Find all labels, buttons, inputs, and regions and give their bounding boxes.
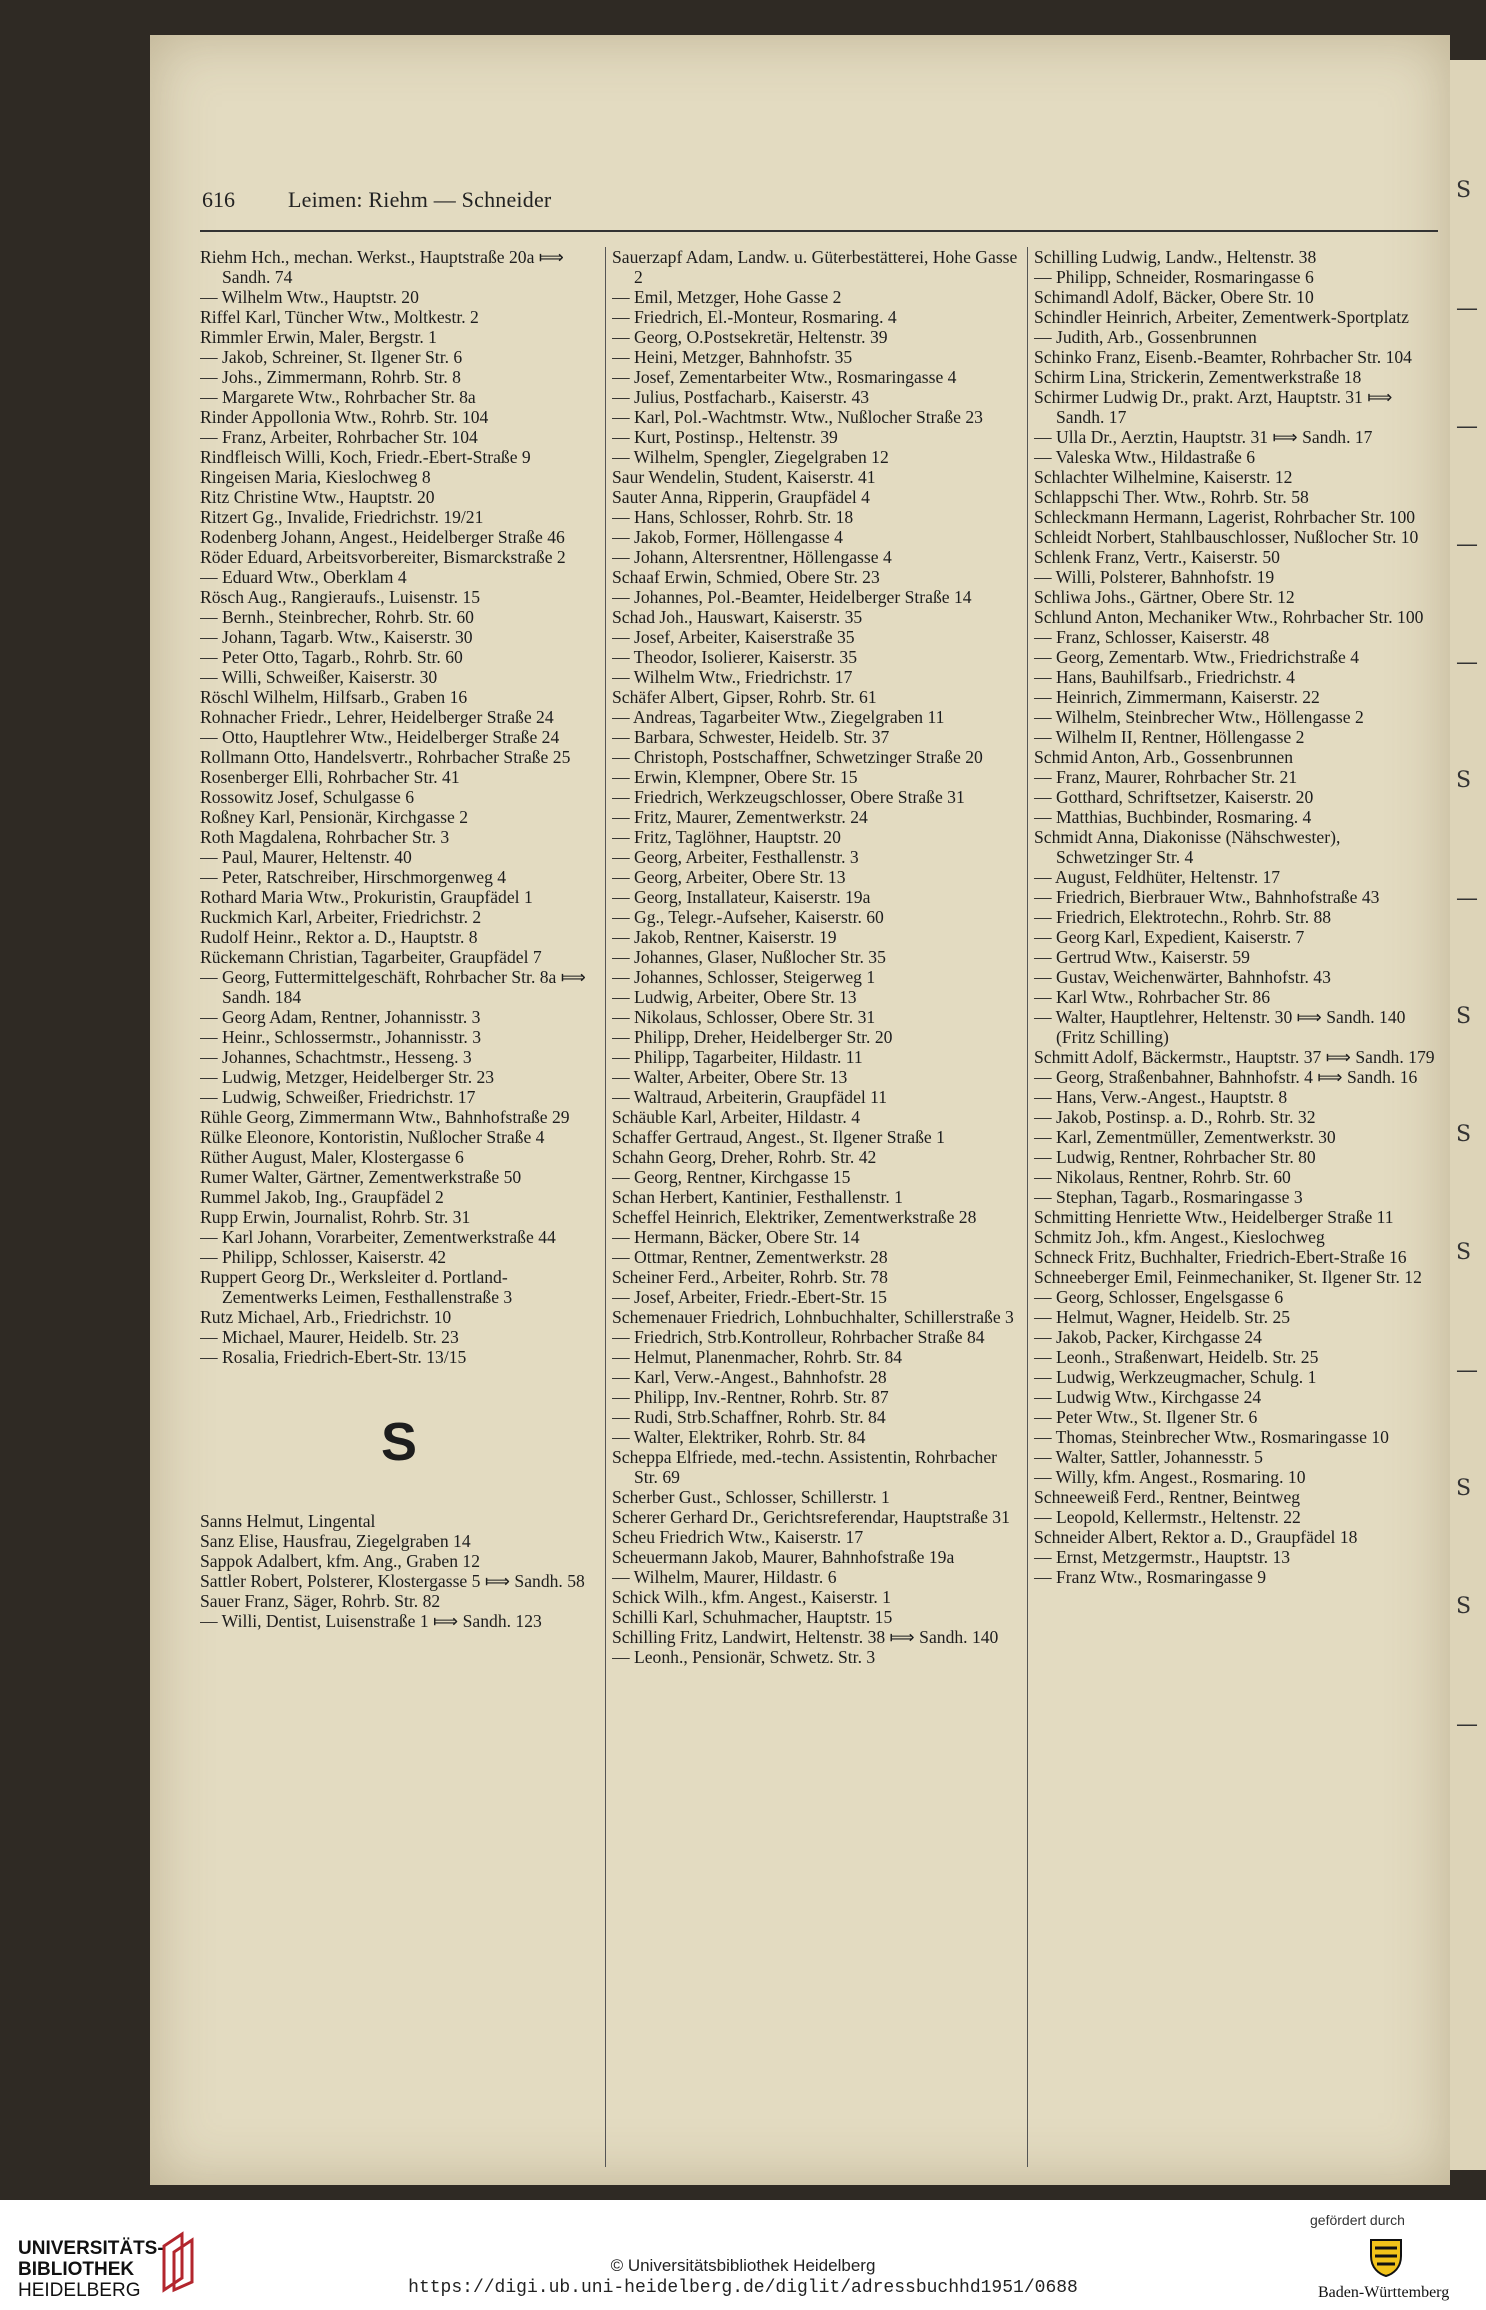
- directory-entry: Sanz Elise, Hausfrau, Ziegelgraben 14: [200, 1531, 471, 1551]
- running-head: Leimen: Riehm — Schneider: [288, 187, 552, 212]
- directory-entry: — Helmut, Wagner, Heidelb. Str. 25: [1034, 1307, 1291, 1327]
- directory-entry: — Jakob, Rentner, Kaiserstr. 19: [612, 927, 837, 947]
- directory-entry: — Johannes, Pol.-Beamter, Heidelberger Straße 14: [612, 587, 972, 607]
- directory-entry: — Hans, Bauhilfsarb., Friedrichstr. 4: [1034, 667, 1295, 687]
- directory-entry: Scheu Friedrich Wtw., Kaiserstr. 17: [612, 1527, 864, 1547]
- directory-entry: — Stephan, Tagarb., Rosmaringasse 3: [1034, 1187, 1303, 1207]
- directory-entry: — Hermann, Bäcker, Obere Str. 14: [612, 1227, 860, 1247]
- footer: [0, 2200, 1486, 2310]
- directory-entry: Rossowitz Josef, Schulgasse 6: [200, 787, 415, 807]
- directory-entry: Schlund Anton, Mechaniker Wtw., Rohrbacher Str. 100: [1034, 607, 1424, 627]
- directory-entry: — Gg., Telegr.-Aufseher, Kaiserstr. 60: [612, 907, 884, 927]
- directory-entry: — Ludwig, Schweißer, Friedrichstr. 17: [200, 1087, 476, 1107]
- directory-entry: Ritz Christine Wtw., Hauptstr. 20: [200, 487, 435, 507]
- directory-entry: Rüther August, Maler, Klostergasse 6: [200, 1147, 464, 1167]
- edge-mark: —: [1456, 1358, 1478, 1383]
- directory-entry: Schäuble Karl, Arbeiter, Hildastr. 4: [612, 1107, 860, 1127]
- directory-entry: — Julius, Postfacharb., Kaiserstr. 43: [612, 387, 870, 407]
- directory-entry: — Georg, Arbeiter, Obere Str. 13: [612, 867, 846, 887]
- edge-mark: S: [1456, 1240, 1472, 1265]
- directory-entry: Schahn Georg, Dreher, Rohrb. Str. 42: [612, 1147, 877, 1167]
- directory-entry: — Josef, Arbeiter, Kaiserstraße 35: [612, 627, 855, 647]
- column-3: [1034, 247, 1438, 2167]
- directory-entry: — Johannes, Glaser, Nußlocher Str. 35: [612, 947, 886, 967]
- directory-entry: Rumer Walter, Gärtner, Zementwerkstraße 50: [200, 1167, 522, 1187]
- directory-entry: Rimmler Erwin, Maler, Bergstr. 1: [200, 327, 437, 347]
- directory-entry: — Walter, Arbeiter, Obere Str. 13: [612, 1067, 848, 1087]
- edge-mark: —: [1456, 886, 1478, 911]
- directory-entry: — Rudi, Strb.Schaffner, Rohrb. Str. 84: [612, 1407, 886, 1427]
- directory-entry: Rummel Jakob, Ing., Graupfädel 2: [200, 1187, 444, 1207]
- directory-entry: Scherer Gerhard Dr., Gerichtsreferendar, Hauptstraße 31: [612, 1507, 1010, 1527]
- directory-entry: Schmitt Adolf, Bäckermstr., Hauptstr. 37 ⟾ Sandh. 179: [1034, 1047, 1435, 1067]
- directory-entry: Schmidt Anna, Diakonisse (Nähschwester), Schwetzinger Str. 4: [1034, 827, 1341, 867]
- directory-entry: — Ernst, Metzgermstr., Hauptstr. 13: [1034, 1547, 1291, 1567]
- directory-entry: — Georg, O.Postsekretär, Heltenstr. 39: [612, 327, 888, 347]
- directory-entry: — Willy, kfm. Angest., Rosmaring. 10: [1034, 1467, 1306, 1487]
- directory-entry: Roth Magdalena, Rohrbacher Str. 3: [200, 827, 450, 847]
- directory-entry: Scheffel Heinrich, Elektriker, Zementwerkstraße 28: [612, 1207, 977, 1227]
- directory-entry: Rinder Appollonia Wtw., Rohrb. Str. 104: [200, 407, 489, 427]
- directory-entry: — Ludwig, Metzger, Heidelberger Str. 23: [200, 1067, 495, 1087]
- directory-entry: Schick Wilh., kfm. Angest., Kaiserstr. 1: [612, 1587, 891, 1607]
- directory-entry: — Christoph, Postschaffner, Schwetzinger Straße 20: [612, 747, 983, 767]
- directory-entry: — Margarete Wtw., Rohrbacher Str. 8a: [200, 387, 476, 407]
- header-rule: [200, 230, 1438, 232]
- directory-entry: — Philipp, Schlosser, Kaiserstr. 42: [200, 1247, 447, 1267]
- page-content: [150, 35, 1450, 2185]
- directory-entry: Schirm Lina, Strickerin, Zementwerkstraße 18: [1034, 367, 1362, 387]
- directory-entry: — Friedrich, Werkzeugschlosser, Obere Straße 31: [612, 787, 965, 807]
- directory-entry: — Gertrud Wtw., Kaiserstr. 59: [1034, 947, 1250, 967]
- directory-entry: — Waltraud, Arbeiterin, Graupfädel 11: [612, 1087, 888, 1107]
- directory-entry: Schmid Anton, Arb., Gossenbrunnen: [1034, 747, 1294, 767]
- directory-entry: Schäfer Albert, Gipser, Rohrb. Str. 61: [612, 687, 877, 707]
- edge-mark: —: [1456, 414, 1478, 439]
- directory-entry: — Johannes, Schachtmstr., Hesseng. 3: [200, 1047, 472, 1067]
- directory-entry: — Philipp, Dreher, Heidelberger Str. 20: [612, 1027, 893, 1047]
- directory-entry: Riffel Karl, Tüncher Wtw., Moltkestr. 2: [200, 307, 479, 327]
- directory-entry: — Heinrich, Zimmermann, Kaiserstr. 22: [1034, 687, 1320, 707]
- next-page-edge: [1448, 60, 1486, 2170]
- directory-entry: — Philipp, Tagarbeiter, Hildastr. 11: [612, 1047, 863, 1067]
- directory-entry: — Johs., Zimmermann, Rohrb. Str. 8: [200, 367, 461, 387]
- directory-entry: Ringeisen Maria, Kieslochweg 8: [200, 467, 431, 487]
- directory-entry: Rückemann Christian, Tagarbeiter, Graupfädel 7: [200, 947, 542, 967]
- directory-entry: — Peter Otto, Tagarb., Rohrb. Str. 60: [200, 647, 463, 667]
- directory-entry: — Gustav, Weichenwärter, Bahnhofstr. 43: [1034, 967, 1331, 987]
- directory-entry: Riehm Hch., mechan. Werkst., Hauptstraße 20a ⟾ Sandh. 74: [200, 247, 565, 287]
- directory-entry: — Nikolaus, Schlosser, Obere Str. 31: [612, 1007, 876, 1027]
- source-url[interactable]: https://digi.ub.uni-heidelberg.de/diglit/adressbuchhd1951/0688: [408, 2278, 1078, 2298]
- directory-entry: Rösch Aug., Rangieraufs., Luisenstr. 15: [200, 587, 481, 607]
- directory-entry: — Judith, Arb., Gossenbrunnen: [1034, 327, 1257, 347]
- directory-entry: — Willi, Schweißer, Kaiserstr. 30: [200, 667, 438, 687]
- directory-entry: — Friedrich, Strb.Kontrolleur, Rohrbacher Straße 84: [612, 1327, 985, 1347]
- directory-entry: — Karl, Verw.-Angest., Bahnhofstr. 28: [612, 1367, 887, 1387]
- directory-entry: — Jakob, Schreiner, St. Ilgener Str. 6: [200, 347, 463, 367]
- directory-entry: Sauerzapf Adam, Landw. u. Güterbestätterei, Hohe Gasse 2: [612, 247, 1018, 287]
- directory-entry: Roßney Karl, Pensionär, Kirchgasse 2: [200, 807, 469, 827]
- directory-entry: Schleckmann Hermann, Lagerist, Rohrbacher Str. 100: [1034, 507, 1416, 527]
- copyright-notice: © Universitätsbibliothek Heidelberg: [610, 2256, 876, 2275]
- directory-entry: — Wilhelm, Spengler, Ziegelgraben 12: [612, 447, 889, 467]
- directory-entry: — Franz, Schlosser, Kaiserstr. 48: [1034, 627, 1270, 647]
- edge-mark: —: [1456, 1712, 1478, 1737]
- directory-entry: — Peter, Ratschreiber, Hirschmorgenweg 4: [200, 867, 507, 887]
- directory-entry: Rülke Eleonore, Kontoristin, Nußlocher Straße 4: [200, 1127, 545, 1147]
- directory-entry: — Georg, Installateur, Kaiserstr. 19a: [612, 887, 871, 907]
- funded-by-label: gefördert durch: [1310, 2212, 1405, 2228]
- directory-entry: — Karl, Pol.-Wachtmstr. Wtw., Nußlocher Straße 23: [612, 407, 983, 427]
- column-divider: [1027, 247, 1028, 2167]
- directory-entry: — Leonh., Straßenwart, Heidelb. Str. 25: [1034, 1347, 1319, 1367]
- directory-entry: Schliwa Johs., Gärtner, Obere Str. 12: [1034, 587, 1295, 607]
- directory-entry: — Michael, Maurer, Heidelb. Str. 23: [200, 1327, 459, 1347]
- directory-entry: — Georg, Futtermittelgeschäft, Rohrbacher Str. 8a ⟾ Sandh. 184: [200, 967, 586, 1007]
- directory-entry: — Matthias, Buchbinder, Rosmaring. 4: [1034, 807, 1312, 827]
- edge-mark: —: [1456, 650, 1478, 675]
- directory-entry: — Barbara, Schwester, Heidelb. Str. 37: [612, 727, 890, 747]
- directory-entry: Schlachter Wilhelmine, Kaiserstr. 12: [1034, 467, 1293, 487]
- directory-entry: — Leonh., Pensionär, Schwetz. Str. 3: [612, 1647, 876, 1667]
- directory-entry: — Walter, Elektriker, Rohrb. Str. 84: [612, 1427, 866, 1447]
- directory-entry: Schilling Ludwig, Landw., Heltenstr. 38: [1034, 247, 1317, 267]
- directory-entry: Schmitz Joh., kfm. Angest., Kieslochweg: [1034, 1227, 1325, 1247]
- directory-entry: Röder Eduard, Arbeitsvorbereiter, Bismarckstraße 2: [200, 547, 566, 567]
- directory-entry: Rühle Georg, Zimmermann Wtw., Bahnhofstraße 29: [200, 1107, 570, 1127]
- directory-entry: — Walter, Sattler, Johannesstr. 5: [1034, 1447, 1263, 1467]
- directory-entry: — Josef, Arbeiter, Friedr.-Ebert-Str. 15: [612, 1287, 887, 1307]
- directory-entry: — Ulla Dr., Aerztin, Hauptstr. 31 ⟾ Sandh. 17: [1034, 427, 1373, 447]
- directory-entry: — Johann, Altersrentner, Höllengasse 4: [612, 547, 892, 567]
- directory-entry: — Bernh., Steinbrecher, Rohrb. Str. 60: [200, 607, 474, 627]
- directory-entry: Schaaf Erwin, Schmied, Obere Str. 23: [612, 567, 880, 587]
- directory-entry: — Georg, Zementarb. Wtw., Friedrichstraße 4: [1034, 647, 1360, 667]
- directory-entry: Ruppert Georg Dr., Werksleiter d. Portland-Zementwerks Leimen, Festhallenstraße 3: [200, 1267, 513, 1307]
- directory-entry: Rodenberg Johann, Angest., Heidelberger Straße 46: [200, 527, 565, 547]
- directory-entry: Sanns Helmut, Lingental: [200, 1511, 376, 1531]
- directory-entry: Schilli Karl, Schuhmacher, Hauptstr. 15: [612, 1607, 893, 1627]
- directory-entry: — Wilhelm, Maurer, Hildastr. 6: [612, 1567, 837, 1587]
- directory-entry: Rutz Michael, Arb., Friedrichstr. 10: [200, 1307, 452, 1327]
- directory-entry: Schimandl Adolf, Bäcker, Obere Str. 10: [1034, 287, 1314, 307]
- directory-entry: Rupp Erwin, Journalist, Rohrb. Str. 31: [200, 1207, 471, 1227]
- directory-entry: — Hans, Schlosser, Rohrb. Str. 18: [612, 507, 854, 527]
- directory-entry: Sattler Robert, Polsterer, Klostergasse 5 ⟾ Sandh. 58: [200, 1571, 585, 1591]
- directory-entry: — Fritz, Maurer, Zementwerkstr. 24: [612, 807, 868, 827]
- directory-entry: Rothard Maria Wtw., Prokuristin, Graupfädel 1: [200, 887, 533, 907]
- directory-entry: — Ludwig Wtw., Kirchgasse 24: [1034, 1387, 1262, 1407]
- edge-mark: —: [1456, 296, 1478, 321]
- directory-entry: — Heinr., Schlossermstr., Johannisstr. 3: [200, 1027, 482, 1047]
- directory-entry: — Kurt, Postinsp., Heltenstr. 39: [612, 427, 838, 447]
- directory-entry: — Karl Johann, Vorarbeiter, Zementwerkstraße 44: [200, 1227, 556, 1247]
- directory-entry: Rudolf Heinr., Rektor a. D., Hauptstr. 8: [200, 927, 478, 947]
- directory-entry: — Ludwig, Arbeiter, Obere Str. 13: [612, 987, 857, 1007]
- directory-entry: — Wilhelm, Steinbrecher Wtw., Höllengasse 2: [1034, 707, 1364, 727]
- directory-entry: — Rosalia, Friedrich-Ebert-Str. 13/15: [200, 1347, 467, 1367]
- directory-entry: — Helmut, Planenmacher, Rohrb. Str. 84: [612, 1347, 903, 1367]
- directory-entry: — Peter Wtw., St. Ilgener Str. 6: [1034, 1407, 1258, 1427]
- library-name-line: UNIVERSITÄTS-: [18, 2238, 164, 2259]
- directory-entry: Schlappschi Ther. Wtw., Rohrb. Str. 58: [1034, 487, 1309, 507]
- directory-entry: Schlenk Franz, Vertr., Kaiserstr. 50: [1034, 547, 1280, 567]
- directory-entry: — Georg Adam, Rentner, Johannisstr. 3: [200, 1007, 481, 1027]
- directory-entry: — Otto, Hauptlehrer Wtw., Heidelberger Straße 24: [200, 727, 560, 747]
- directory-entry: — Philipp, Inv.-Rentner, Rohrb. Str. 87: [612, 1387, 889, 1407]
- directory-entry: — Thomas, Steinbrecher Wtw., Rosmaringasse 10: [1034, 1427, 1389, 1447]
- directory-entry: Schilling Fritz, Landwirt, Heltenstr. 38 ⟾ Sandh. 140: [612, 1627, 999, 1647]
- directory-entry: Ruckmich Karl, Arbeiter, Friedrichstr. 2: [200, 907, 482, 927]
- directory-entry: Rohnacher Friedr., Lehrer, Heidelberger Straße 24: [200, 707, 554, 727]
- edge-mark: S: [1456, 1122, 1472, 1147]
- directory-entry: — Andreas, Tagarbeiter Wtw., Ziegelgraben 11: [612, 707, 945, 727]
- directory-entry: — Leopold, Kellermstr., Heltenstr. 22: [1034, 1507, 1301, 1527]
- edge-mark: S: [1456, 178, 1472, 203]
- directory-entry: — Eduard Wtw., Oberklam 4: [200, 567, 407, 587]
- directory-entry: Schad Joh., Hauswart, Kaiserstr. 35: [612, 607, 863, 627]
- directory-entry: — Georg, Schlosser, Engelsgasse 6: [1034, 1287, 1284, 1307]
- directory-entry: Saur Wendelin, Student, Kaiserstr. 41: [612, 467, 876, 487]
- directory-entry: — Friedrich, El.-Monteur, Rosmaring. 4: [612, 307, 897, 327]
- edge-mark: S: [1456, 1476, 1472, 1501]
- directory-entry: — Wilhelm Wtw., Friedrichstr. 17: [612, 667, 853, 687]
- state-name: Baden-Württemberg: [1318, 2284, 1450, 2301]
- page-number: 616: [202, 187, 235, 212]
- directory-entry: Schneeweiß Ferd., Rentner, Beintweg: [1034, 1487, 1301, 1507]
- library-name-line: BIBLIOTHEK: [18, 2259, 135, 2280]
- directory-entry: Sauter Anna, Ripperin, Graupfädel 4: [612, 487, 870, 507]
- directory-entry: — Franz Wtw., Rosmaringasse 9: [1034, 1567, 1267, 1587]
- column-2: [612, 247, 1020, 2167]
- column-1: [200, 247, 598, 2167]
- directory-entry: — Ludwig, Rentner, Rohrbacher Str. 80: [1034, 1147, 1316, 1167]
- directory-entry: Rindfleisch Willi, Koch, Friedr.-Ebert-Straße 9: [200, 447, 531, 467]
- directory-entry: Schmitting Henriette Wtw., Heidelberger Straße 11: [1034, 1207, 1394, 1227]
- directory-entry: — Emil, Metzger, Hohe Gasse 2: [612, 287, 842, 307]
- directory-entry: — Nikolaus, Rentner, Rohrb. Str. 60: [1034, 1167, 1291, 1187]
- section-letter: S: [380, 1412, 418, 1472]
- directory-entry: — Jakob, Postinsp. a. D., Rohrb. Str. 32: [1034, 1107, 1316, 1127]
- bw-crest-icon: [1365, 2236, 1407, 2278]
- directory-entry: Schneider Albert, Rektor a. D., Graupfädel 18: [1034, 1527, 1358, 1547]
- directory-entry: — Georg, Straßenbahner, Bahnhofstr. 4 ⟾ Sandh. 16: [1034, 1067, 1418, 1087]
- directory-entry: Röschl Wilhelm, Hilfsarb., Graben 16: [200, 687, 468, 707]
- directory-entry: Scheppa Elfriede, med.-techn. Assistentin, Rohrbacher Str. 69: [612, 1447, 997, 1487]
- edge-mark: —: [1456, 532, 1478, 557]
- directory-entry: — Karl Wtw., Rohrbacher Str. 86: [1034, 987, 1271, 1007]
- directory-entry: — Gotthard, Schriftsetzer, Kaiserstr. 20: [1034, 787, 1314, 807]
- directory-entry: Schirmer Ludwig Dr., prakt. Arzt, Hauptstr. 31 ⟾ Sandh. 17: [1034, 387, 1393, 427]
- directory-entry: — Johannes, Schlosser, Steigerweg 1: [612, 967, 876, 987]
- directory-entry: — Willi, Polsterer, Bahnhofstr. 19: [1034, 567, 1275, 587]
- directory-entry: — Heini, Metzger, Bahnhofstr. 35: [612, 347, 853, 367]
- directory-entry: — Willi, Dentist, Luisenstraße 1 ⟾ Sandh. 123: [200, 1611, 542, 1631]
- directory-entry: — Franz, Maurer, Rohrbacher Str. 21: [1034, 767, 1298, 787]
- directory-entry: — Johann, Tagarb. Wtw., Kaiserstr. 30: [200, 627, 473, 647]
- column-divider: [605, 247, 606, 2167]
- directory-entry: Scherber Gust., Schlosser, Schillerstr. 1: [612, 1487, 890, 1507]
- directory-entry: — Wilhelm Wtw., Hauptstr. 20: [200, 287, 419, 307]
- directory-entry: Schaffer Gertraud, Angest., St. Ilgener Straße 1: [612, 1127, 945, 1147]
- directory-entry: — August, Feldhüter, Heltenstr. 17: [1034, 867, 1281, 887]
- directory-entry: Schemenauer Friedrich, Lohnbuchhalter, Schillerstraße 3: [612, 1307, 1014, 1327]
- directory-entry: Schindler Heinrich, Arbeiter, Zementwerk-Sportplatz: [1034, 307, 1409, 327]
- directory-entry: — Philipp, Schneider, Rosmaringasse 6: [1034, 267, 1314, 287]
- directory-entry: — Georg, Rentner, Kirchgasse 15: [612, 1167, 851, 1187]
- directory-entry: Rollmann Otto, Handelsvertr., Rohrbacher Straße 25: [200, 747, 571, 767]
- directory-entry: — Jakob, Packer, Kirchgasse 24: [1034, 1327, 1262, 1347]
- directory-entry: Sauer Franz, Säger, Rohrb. Str. 82: [200, 1591, 441, 1611]
- directory-entry: Schleidt Norbert, Stahlbauschlosser, Nußlocher Str. 10: [1034, 527, 1419, 547]
- directory-entry: — Georg, Arbeiter, Festhallenstr. 3: [612, 847, 859, 867]
- directory-entry: — Karl, Zementmüller, Zementwerkstr. 30: [1034, 1127, 1336, 1147]
- directory-entry: Scheuermann Jakob, Maurer, Bahnhofstraße 19a: [612, 1547, 955, 1567]
- edge-mark: S: [1456, 1594, 1472, 1619]
- directory-entry: — Walter, Hauptlehrer, Heltenstr. 30 ⟾ Sandh. 140 (Fritz Schilling): [1034, 1007, 1406, 1047]
- directory-entry: Schinko Franz, Eisenb.-Beamter, Rohrbacher Str. 104: [1034, 347, 1412, 367]
- directory-entry: — Wilhelm II, Rentner, Höllengasse 2: [1034, 727, 1305, 747]
- directory-entry: — Friedrich, Bierbrauer Wtw., Bahnhofstraße 43: [1034, 887, 1380, 907]
- directory-entry: — Valeska Wtw., Hildastraße 6: [1034, 447, 1256, 467]
- directory-entry: — Jakob, Former, Höllengasse 4: [612, 527, 843, 547]
- directory-entry: — Georg Karl, Expedient, Kaiserstr. 7: [1034, 927, 1305, 947]
- directory-entry: — Friedrich, Elektrotechn., Rohrb. Str. 88: [1034, 907, 1332, 927]
- directory-entry: — Franz, Arbeiter, Rohrbacher Str. 104: [200, 427, 478, 447]
- directory-entry: — Erwin, Klempner, Obere Str. 15: [612, 767, 858, 787]
- directory-entry: — Fritz, Taglöhner, Hauptstr. 20: [612, 827, 841, 847]
- directory-entry: Scheiner Ferd., Arbeiter, Rohrb. Str. 78: [612, 1267, 888, 1287]
- directory-entry: — Paul, Maurer, Heltenstr. 40: [200, 847, 412, 867]
- directory-entry: — Ottmar, Rentner, Zementwerkstr. 28: [612, 1247, 888, 1267]
- page-header: [202, 187, 1438, 227]
- edge-mark: S: [1456, 768, 1472, 793]
- directory-entry: Rosenberger Elli, Rohrbacher Str. 41: [200, 767, 460, 787]
- edge-mark: S: [1456, 1004, 1472, 1029]
- directory-entry: Schneck Fritz, Buchhalter, Friedrich-Ebert-Straße 16: [1034, 1247, 1407, 1267]
- directory-entry: Ritzert Gg., Invalide, Friedrichstr. 19/21: [200, 507, 484, 527]
- library-name-line: HEIDELBERG: [18, 2280, 141, 2301]
- directory-entry: — Hans, Verw.-Angest., Hauptstr. 8: [1034, 1087, 1288, 1107]
- directory-entry: Schan Herbert, Kantinier, Festhallenstr. 1: [612, 1187, 903, 1207]
- directory-entry: — Theodor, Isolierer, Kaiserstr. 35: [612, 647, 858, 667]
- directory-entry: Sappok Adalbert, kfm. Ang., Graben 12: [200, 1551, 480, 1571]
- directory-entry: — Josef, Zementarbeiter Wtw., Rosmaringasse 4: [612, 367, 957, 387]
- directory-entry: — Ludwig, Werkzeugmacher, Schulg. 1: [1034, 1367, 1317, 1387]
- directory-entry: Schneeberger Emil, Feinmechaniker, St. Ilgener Str. 12: [1034, 1267, 1422, 1287]
